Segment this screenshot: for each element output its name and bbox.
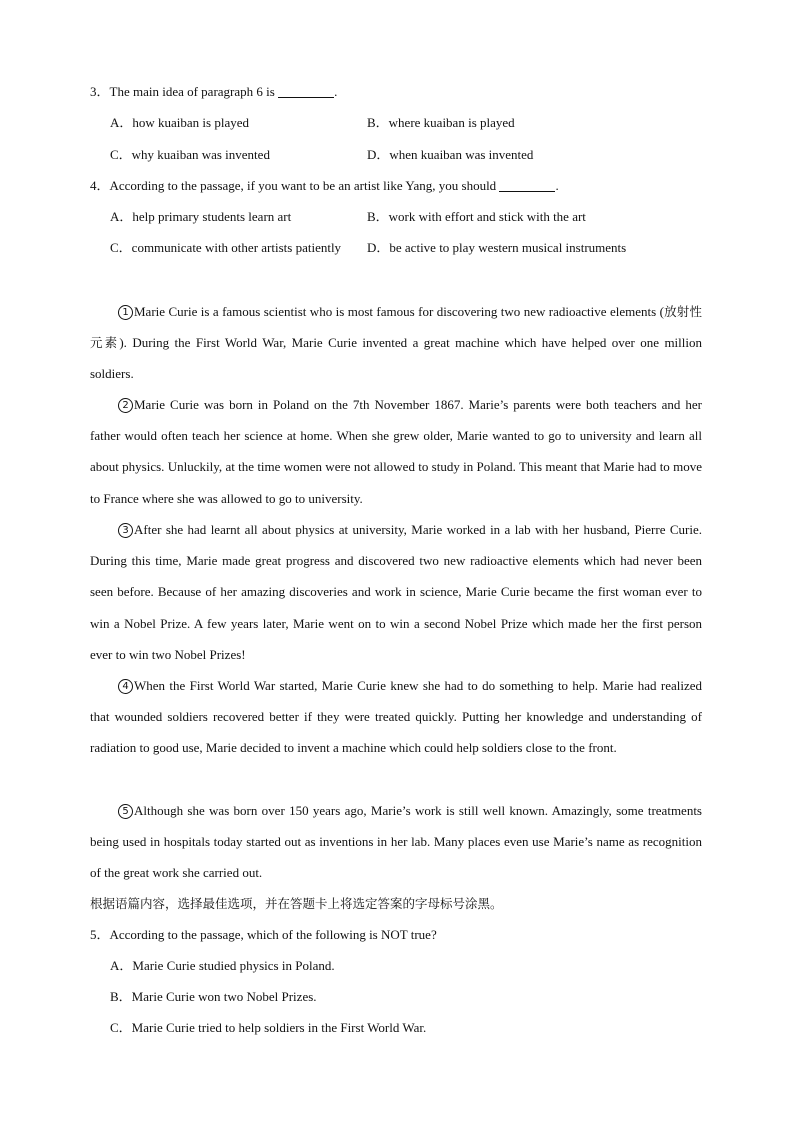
option-text: where kuaiban is played	[388, 115, 515, 130]
option-text: help primary students learn art	[132, 209, 292, 224]
q3-option-b[interactable]	[367, 115, 515, 131]
option-text: Marie Curie won two Nobel Prizes.	[131, 989, 317, 1004]
q5-option-a[interactable]	[110, 958, 335, 974]
paragraph-text: When the First World War started, Marie Curie knew she had to do something to help. Marie had realized that wounded soldiers recovered better if they were treated quickly. Putting her knowledge and understanding of radiation to good use, Marie decided to invent a machine which could help soldiers close to the front.	[90, 678, 702, 756]
paragraph-number: 1	[118, 305, 133, 320]
passage-paragraph-4	[90, 670, 702, 764]
q4-option-d[interactable]	[367, 240, 626, 256]
option-letter: D．	[367, 240, 390, 255]
passage-paragraph-1	[90, 296, 702, 390]
option-letter: A．	[110, 115, 133, 130]
passage-paragraph-2	[90, 389, 702, 514]
question-3-period: .	[334, 84, 338, 99]
question-5-stem: 5．According to the passage, which of the following is NOT true?	[90, 927, 437, 942]
option-letter: B．	[110, 989, 132, 1004]
option-letter: C．	[110, 240, 132, 255]
question-4-text: 4．According to the passage, if you want to be an artist like Yang, you should	[90, 178, 500, 193]
paragraph-number: 4	[118, 679, 133, 694]
option-text: work with effort and stick with the art	[388, 209, 586, 224]
q3-option-a[interactable]	[110, 115, 249, 131]
q3-option-c[interactable]	[110, 147, 270, 163]
question-4-stem	[90, 178, 559, 194]
paragraph-number: 5	[118, 804, 133, 819]
option-letter: A．	[110, 209, 133, 224]
option-text: how kuaiban is played	[132, 115, 250, 130]
paragraph-number: 3	[118, 523, 133, 538]
option-text: when kuaiban was invented	[389, 147, 534, 162]
paragraph-text: Marie Curie was born in Poland on the 7th November 1867. Marie’s parents were both teachers and her father would often teach her science at home. When she grew older, Marie wanted to go to university and learn all about physics. Unluckily, at the time women were not allowed to study in Poland. This meant that Marie had to move to France where she was allowed to go to university.	[90, 397, 702, 506]
passage-paragraph-5	[90, 795, 702, 889]
question-4-period: .	[555, 178, 559, 193]
option-text: be active to play western musical instruments	[389, 240, 627, 255]
option-letter: C．	[110, 1020, 132, 1035]
option-letter: C．	[110, 147, 132, 162]
option-text: Marie Curie tried to help soldiers in the First World War.	[131, 1020, 427, 1035]
option-letter: D．	[367, 147, 390, 162]
paragraph-text: ). During the First World War, Marie Curie invented a great machine which have helped over one million soldiers.	[90, 335, 702, 382]
q4-option-b[interactable]	[367, 209, 586, 225]
q4-option-c[interactable]	[110, 240, 341, 256]
option-letter: A．	[110, 958, 133, 973]
option-text: communicate with other artists patiently	[131, 240, 342, 255]
passage-paragraph-3	[90, 514, 702, 670]
option-text: why kuaiban was invented	[131, 147, 270, 162]
answer-blank	[499, 179, 555, 192]
option-letter: B．	[367, 115, 389, 130]
question-3-text: 3．The main idea of paragraph 6 is	[90, 84, 279, 99]
paragraph-text: Marie Curie is a famous scientist who is most famous for discovering two new radioactive elements (	[134, 304, 664, 319]
paragraph-text: Although she was born over 150 years ago, Marie’s work is still well known. Amazingly, some treatments being used in hospitals today started out as inventions in her lab. Many places even use Marie’s name as recognition of the great work she carried out.	[90, 803, 702, 881]
chinese-gloss: 放射性元素	[90, 304, 702, 351]
instruction-text: 根据语篇内容，选择最佳选项，并在答题卡上将选定答案的字母标号涂黑。	[90, 896, 503, 911]
paragraph-number: 2	[118, 398, 133, 413]
option-letter: B．	[367, 209, 389, 224]
q4-option-a[interactable]	[110, 209, 291, 225]
q5-option-b[interactable]	[110, 989, 317, 1005]
q5-option-c[interactable]	[110, 1020, 426, 1036]
paragraph-text: After she had learnt all about physics at university, Marie worked in a lab with her husband, Pierre Curie. During this time, Marie made great progress and discovered two new radioactive elements which had never been seen before. Because of her amazing discoveries and work in science, Marie Curie became the first woman ever to win a Nobel Prize. A few years later, Marie went on to win a second Nobel Prize which made her the first person ever to win two Nobel Prizes!	[90, 522, 702, 662]
q3-option-d[interactable]	[367, 147, 533, 163]
answer-blank	[278, 85, 334, 98]
question-3-stem	[90, 84, 337, 100]
option-text: Marie Curie studied physics in Poland.	[132, 958, 335, 973]
